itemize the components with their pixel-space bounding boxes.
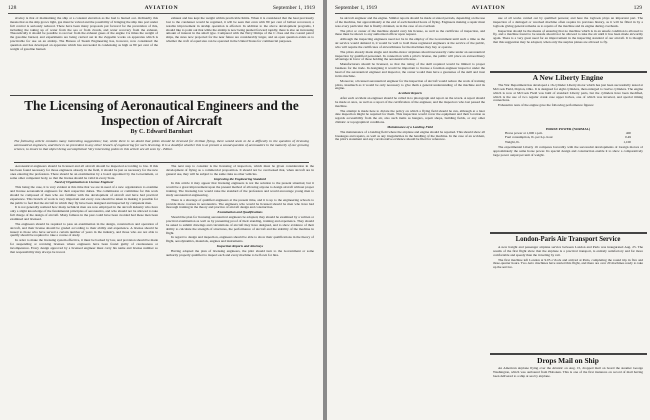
london-paris-heading: London-Paris Air Transport Service <box>515 236 621 243</box>
box-divider <box>490 232 647 234</box>
body-paragraph: Aeronautical engineers should be licensed and all aircraft should be inspected according to law. If this has been found necessary for those engineers already in the field, it should be just as necessary for the new ones entering the profession. There should be an examination by a board appointed by the Government, or some other competent body, so that the license should be valid in every State. <box>10 165 158 180</box>
body-paragraph: Although the inspecting engineers need not be in the employ of the Government until such a time as the air service would demand it, it would be well to hold these registered engineers at the service of the public, who will require the certificates of airworthiness for the machines they buy or operate. <box>335 37 485 49</box>
left-top-column-1 <box>10 17 158 93</box>
box-divider <box>490 353 647 355</box>
section-heading: Examination and Qualifications <box>217 210 263 215</box>
body-paragraph: The War Department has developed a 16-cylinder Liberty motor which has just been successfully tested at McCook Field, Dayton, Ohio. It is designed for eight cylinders, then enlarged to twelve cylinders. The engine which is now at McCook Field was built of standard Liberty parts, but the cylinders have been modified, which is the use of two regular crank case upper halves, one of which was inverted, and special timing connections. <box>493 84 643 103</box>
left-page-number: 128 <box>8 5 17 11</box>
right-page <box>327 0 650 420</box>
right-body-column-1 <box>335 17 485 415</box>
editor-note: The following article contains many interesting suggestions; but, while there is no doubt that pilots should be licensed for civilian flying, there would seem to be a difficulty in the question of licensing aeronautical engineers, and there is no precedent in any other branch of engineering for such licensing. It is a doubtful whether this is at present a sound question of aeronautics in the maturity of our growing science, to insure to that object being accomplished. Very interesting points in this article are all seen by - Editor. <box>14 139 309 151</box>
section-heading: Improving the Engineering Standard <box>214 176 266 181</box>
body-paragraph: Manufacturers should be licensed, so that the rating of the skill required would be limited to proper business for the trade. In designing it would be important to license a foreman engineer inspector under the head of the aeronautical engineer and inspector, the owner would then have a guarantee of the skill and trust in his machine. <box>335 62 485 78</box>
body-paragraph: Having adopted the plan of licensing engineers, the pilot should turn to the Government or some authority properly qualified to inspect each and every machine to be flown for hire. <box>166 248 314 257</box>
body-paragraph: use of all works carried out by qualified persons; and here the logbook plays an important part. The inspection of a damaged or wrecked machine often require its previous history, as it will be filled in by a logbook giving general remarks as to repairs of the machine and its engine during overhauls. <box>493 17 643 28</box>
body-paragraph: Should the plan for licensing aeronautical engineers be adopted, they should be examined by a written or practical examination as well as by presenting proof of their standing, training and experience. They should be asked to submit drawings and calculations of aircraft they have designed, and to show evidence of their ability to calculate the strength of structures, the performance of aircraft and the stability of the machine in flight. <box>166 215 314 235</box>
body-paragraph: The first machine left London at 9.05 o'clock and arrived at Paris, completing the round trip in five and three-quarter hours. Two Avro machines have started this flight, and there are over 20 machines ready to take up the service. <box>493 257 643 270</box>
article-title: The Licensing of Aeronautical Engineers and the Inspection of Aircraft <box>24 98 299 128</box>
right-journal-name: AVIATION <box>471 5 506 11</box>
article-author: By C. Edward Barnhart <box>130 129 193 135</box>
left-issue-date: September 1, 1919 <box>272 5 315 11</box>
body-paragraph: The pilots already made single and double-motor airplanes should necessarily come under an aeronautical inspection by qualified personnel. In connection with a pilot's license, the public will place an extraordinary advantage in favor of those holding the aeronautical license. <box>335 49 485 62</box>
body-paragraph: A new freight and passenger airplane service between London and Paris was inaugurated Aug. 25. The results of the first flight show that the airplane is a practical transport, is entirely satisfactory and far more comfortable and speedy than the traveling by rail. <box>493 246 643 257</box>
left-top-text-1: siveloy is that of maintaining the ship at a constant elevation as the fuel is burned out. Ordinarily this means that as the ship grows light, gas must be valved and the possibility of bringing the ship into port under full control is seriously reduced. There have been many proposals put forward for the prevention of this, including the taking up of water from the sea or from clouds, and water recovery from the exhaust. Theoretically it should be possible to recover from the exhaust gases of the engine 1¼ times the weight of the gasoline burned, and experiments are being carried out in the Zeppelin works on apparatus which is practicable for use on an airship. The Bureau of Steam Engineering has, however, now considered the question and has developed an apparatus which has succeeded in condensing as high as 80 per cent of the weight of gasoline burned. <box>10 17 158 51</box>
left-journal-name: AVIATION <box>144 5 179 11</box>
left-page-header <box>8 3 315 14</box>
body-paragraph: The pilot or owner of the machine should carry his license, as well as the certificate of inspection, and these must be shown to any authorized officer upon request. <box>335 28 485 37</box>
body-paragraph: The experimental Liberty 16 compares favorably with the successful developments of foreign motors of approximately the same horse power. Its special design and construction enable it to show a comparatively large power output per unit of weight. <box>493 146 643 157</box>
liberty-performance-table <box>505 127 631 144</box>
body-paragraph: An American airplane flying over the Atlantic on Aug. 15, dropped mail on board the steamer George Washington, which was outbound from Hoboken. This is one of the first instances on record of mail having been delivered to a ship at sea by airplane. <box>493 367 643 378</box>
section-heading: Accident Reports <box>398 91 422 96</box>
body-paragraph: This being the case, it is very evident at this time that we are in need of a new organization to examine and license aeronautical engineers for their respective duties. The commission or committee for this work should be composed of men who are familiar with the development of aircraft and have had practical experience. This branch of work is very important and every care should be taken in making it possible for the public to feel that the aircraft in which they fly have been designed and inspected by competent men. <box>10 185 158 205</box>
left-body-column-2 <box>166 165 314 415</box>
liberty-engine-heading: A New Liberty Engine <box>532 73 604 82</box>
body-paragraph: Moreover, a licensed aeronautical engineer for the inspection of aircraft would reduce the work of training pilots, inasmuch as it would be only necessary to give them a general understanding of the machine and its engine. <box>335 78 485 91</box>
liberty-engine-text-2 <box>493 146 643 230</box>
left-body-column-1 <box>10 165 158 415</box>
right-body-column-2 <box>493 17 643 69</box>
table-value: 0.49 <box>625 135 631 140</box>
london-paris-text <box>493 246 643 350</box>
body-paragraph: The next step to consider is the licensing of inspectors, which must be given consideration in the development of flying as a commercial proposition. It should not be overlooked that, when aircraft are in general use, they will be subject to the same risks as other vehicles. <box>166 165 314 176</box>
divider <box>10 95 313 96</box>
liberty-engine-text <box>493 84 643 126</box>
section-heading: Inspection Reports and Attorneys <box>216 244 264 249</box>
body-paragraph: There is a shortage of qualified engineers at the present time, and it is up to the engineering schools to provide more courses in aeronautics. The engineers who would be licensed should be men who have had thorough training in the theory and practice of aircraft design and construction. <box>166 197 314 210</box>
left-top-text-2: exhaust and has kept the weight within practicable limits. When it is considered that the heat previously lost to the condenser would be regained, it will be seen that even with 80 per cent of ballast recovered, a notable improvement in airship operation is effected. In addition to the above development programs, I should like to point out that while the airship is now being pushed forward rapidly, there is also an increasing amount of interest in the small type. Compared with the Navy blimps of the C class and the coastal patrol ships, the sizes now projected for the near future are considerably larger, and an open question exists as to whether the craft of equal size can be operated in the United States for commercial purposes. <box>166 17 314 44</box>
drops-mail-text <box>493 367 643 415</box>
body-paragraph: The maintenance of a landing field where the airplane and engine should be repaired. This should show all breakages and repairs, as well as any irregularities in the handling of the machine. In the case of an accident, the pilot's statement and any corroborative evidence should be filed for reference. <box>335 129 485 142</box>
table-row <box>505 140 631 144</box>
table-caption: HORSE POWER (NORMAL) <box>545 127 591 131</box>
left-page <box>0 0 323 420</box>
body-paragraph: The attempt is made here to dictate the policy on which a flying field should be run, although at a later date inspection might be required for them. This inspection would cover the equipment and their location as regards accessibility from the air, also such items as hangars, repair shops, building fields, or any other climatic or topographical conditions. <box>335 108 485 125</box>
body-paragraph: In order to make the licensing system effective, it must be backed by law, and provision should be made for suspending or revoking licenses where engineers have been found guilty of carelessness or incompetence. Every design approved by a licensed engineer must carry his name and license number so that responsibility may always be traced. <box>10 238 158 254</box>
divider <box>14 162 309 163</box>
body-paragraph: Exhaustive tests of the engine gave the following performance figures: <box>498 103 594 108</box>
body-paragraph: After each accident an engineer should be called in to photograph and report on the wreck. A report should be made at once, as well as a report of the certification of the engineer, and the inspectors who last passed the machine. <box>335 96 485 108</box>
section-heading: Maintenance of a Landing Field <box>387 124 433 129</box>
body-paragraph: In regard to design and inspection, engineers should be able to show their qualifications in the theory of flight, aerodynamics, materials, engines and instruments. <box>166 235 314 244</box>
body-paragraph: Inspection should be the means of ensuring that no machine which is in an unsafe condition is allowed to fly, and a machine found to be unsafe should not be allowed to take the air until it has been made airworthy again. There is a very great need for an improvement in the inspecting standard of our aircraft. It is thought that this suggestion may be adopted, when only the surplus planes are allowed to fly. <box>493 28 643 45</box>
left-top-column-2 <box>166 17 314 93</box>
table-value: 400 <box>625 131 631 136</box>
drops-mail-heading: Drops Mail on Ship <box>537 356 599 365</box>
body-paragraph: It is not generally realized how many technical men are now employed in the aircraft industry who have only a slight knowledge of the fundamental principles of aeronautics, and who should not be allowed to take full charge of the design of aircraft. Many failures in the past could have been avoided had these men been examined and licensed. <box>10 205 158 221</box>
right-issue-date: September 1, 1919 <box>335 5 378 11</box>
table-label: Horse power at 1,600 r.p.m. <box>505 131 543 136</box>
table-label: Weight, lb. <box>505 139 520 144</box>
right-page-header <box>335 3 642 14</box>
body-paragraph: The engineers should be required to pass an examination in the design, construction and operation of aircraft, and their license should be graded according to their ability and experience. A license should be issued to those who have served a certain number of years in the industry, and those who are not able to qualify should be required to take a course of study. <box>10 221 158 238</box>
table-value: 1,100 <box>623 139 631 144</box>
right-page-number: 129 <box>633 5 642 11</box>
section-heading: Need of Organization to License Engineer <box>54 180 114 185</box>
table-label: Fuel consumption, lb. per h.p. hour <box>505 135 553 140</box>
body-paragraph: be aircraft engineer and the engine. Similar reports should be made at stated periods, depending on the use of the machine, but approximately at the end of each hundred hours of flying. Engineers making a repair must note every particular that is finally obtained, as in the case of an overhaul. <box>335 17 485 28</box>
body-paragraph: In this article it may appear that licensing engineers is not the solution to the present situation; but it would be a great improvement upon the present method of allowing anyone to design aircraft without proper training. The licensing law would raise the standard of the profession and would encourage young men to study aeronautical engineering. <box>166 181 314 197</box>
